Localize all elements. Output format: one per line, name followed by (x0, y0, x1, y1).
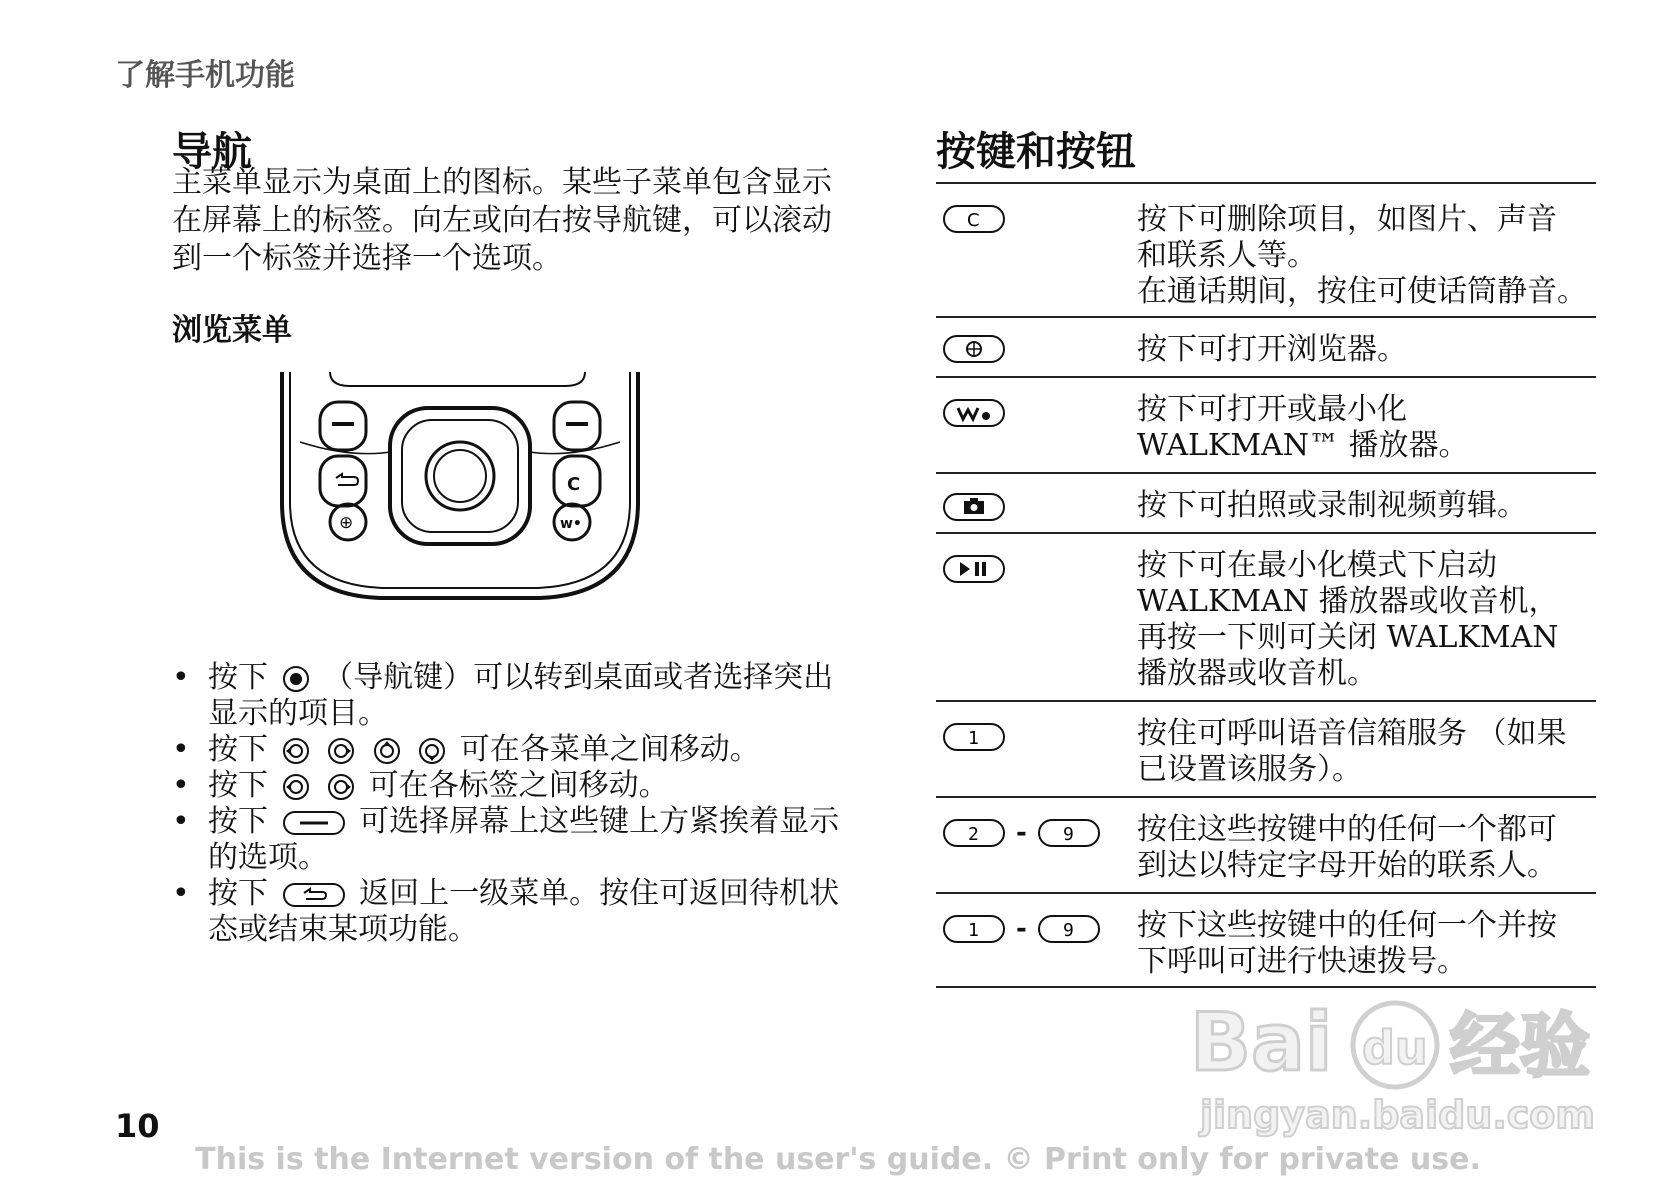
bullet-text: 返回上一级菜单。按住可返回待机状态或结束某项功能。 (208, 876, 840, 947)
section-header: 了解手机功能 (115, 58, 295, 93)
footer-notice: This is the Internet version of the user's guide. © Print only for private use. (195, 1142, 1481, 1177)
svg-text:jingyan.baidu.com: jingyan.baidu.com (1200, 1093, 1595, 1137)
key-label: C (967, 210, 980, 231)
key-description (1137, 534, 1596, 700)
svg-text:w•: w• (560, 516, 582, 532)
description-line: 已设置该服务）。 (1137, 752, 1362, 787)
description-line: 再按一下则可关闭 WALKMAN (1137, 620, 1559, 655)
key-label: 1 (968, 920, 979, 941)
bullet-prefix: 按下 (208, 660, 268, 695)
key-9-icon (1037, 818, 1101, 848)
description-line: 下呼叫可进行快速拨号。 (1137, 944, 1467, 979)
svg-text:⊕: ⊕ (339, 513, 354, 533)
nav-right-icon (327, 773, 355, 801)
page-number: 10 (115, 1107, 160, 1145)
table-row (936, 796, 1596, 892)
nav-right-icon (327, 737, 355, 765)
nav-left-icon (282, 773, 310, 801)
key-9-icon (1037, 914, 1101, 944)
back-key-icon (282, 881, 346, 909)
table-row (936, 892, 1596, 988)
description-line: 播放器或收音机。 (1137, 656, 1377, 691)
table-row (936, 472, 1596, 532)
table-row (936, 182, 1596, 316)
key-1-icon (942, 722, 1006, 752)
description-line: 按下可打开或最小化 (1137, 392, 1407, 427)
description-line: 按下这些按键中的任何一个并按 (1137, 908, 1557, 943)
bullet-text: （导航键）可以转到桌面或者选择突出显示的项目。 (208, 660, 834, 731)
table-row (936, 316, 1596, 376)
navigation-intro: 主菜单显示为桌面上的图标。某些子菜单包含显示在屏幕上的标签。向左或向右按导航键，可以滚动到一个标签并选择一个选项。 (172, 165, 832, 276)
svg-text:C: C (567, 474, 581, 495)
key-description (1137, 798, 1596, 892)
key-1-icon (942, 914, 1006, 944)
nav-center-icon (282, 665, 310, 693)
list-item: • 按下 返回上一级菜单。按住可返回待机状态或结束某项功能。 (172, 876, 840, 947)
key-label: 9 (1062, 824, 1074, 845)
table-row (936, 700, 1596, 796)
description-line: WALKMAN 播放器或收音机， (1137, 584, 1559, 619)
walkman-key-icon (942, 398, 1006, 428)
key-description (1137, 184, 1596, 318)
key-description (1137, 318, 1596, 376)
key-2-icon (942, 818, 1006, 848)
keys-table (936, 182, 1596, 988)
table-row (936, 376, 1596, 472)
svg-text:du: du (1362, 1021, 1428, 1075)
navigation-heading: 导航 (172, 129, 252, 175)
description-line: 到达以特定字母开始的联系人。 (1137, 848, 1557, 883)
bullet-text: 可在各菜单之间移动。 (459, 732, 760, 767)
navigation-bullet-list (172, 660, 852, 948)
description-line: WALKMAN™ 播放器。 (1137, 428, 1469, 463)
description-line: 按下可打开浏览器。 (1137, 332, 1407, 367)
nav-up-icon (373, 737, 401, 765)
svg-text:经验: 经验 (1450, 1005, 1590, 1087)
description-line: 按下可在最小化模式下启动 (1137, 548, 1497, 583)
keys-heading: 按键和按钮 (936, 129, 1136, 175)
bullet-prefix: 按下 (208, 732, 268, 767)
description-line: 按下可删除项目，如图片、声音 (1137, 202, 1557, 237)
clear-key-icon (942, 204, 1006, 234)
key-label: 1 (968, 728, 979, 749)
bullet-text: 可在各标签之间移动。 (368, 768, 669, 803)
browser-key-icon (942, 334, 1006, 364)
key-description (1137, 702, 1596, 796)
key-label: 9 (1062, 920, 1074, 941)
phone-keypad-illustration (270, 372, 650, 612)
list-item: • 按下 （导航键）可以转到桌面或者选择突出显示的项目。 (172, 660, 834, 731)
range-dash: - (1016, 818, 1027, 848)
camera-key-icon (942, 492, 1006, 522)
key-description (1137, 894, 1596, 988)
play-pause-key-icon (942, 554, 1006, 584)
baidu-watermark-logo (1190, 990, 1610, 1140)
bullet-prefix: 按下 (208, 876, 268, 911)
table-row (936, 532, 1596, 700)
bullet-prefix: 按下 (208, 804, 268, 839)
description-line: 和联系人等。 (1137, 238, 1317, 273)
bullet-text: 可选择屏幕上这些键上方紧挨着显示的选项。 (208, 804, 840, 875)
key-description (1137, 474, 1596, 532)
description-line: 在通话期间，按住可使话筒静音。 (1137, 274, 1587, 309)
nav-down-icon (418, 737, 446, 765)
list-item: • 按下 可在各菜单之间移动。 (172, 732, 760, 767)
description-line: 按住可呼叫语音信箱服务 （如果 (1137, 716, 1567, 751)
nav-left-icon (282, 737, 310, 765)
key-label: 2 (968, 824, 979, 845)
description-line: 按住这些按键中的任何一个都可 (1137, 812, 1557, 847)
list-item: • 按下 可选择屏幕上这些键上方紧挨着显示的选项。 (172, 804, 840, 875)
key-description (1137, 378, 1596, 472)
bullet-prefix: 按下 (208, 768, 268, 803)
svg-text:Bai: Bai (1190, 996, 1333, 1089)
description-line: 按下可拍照或录制视频剪辑。 (1137, 488, 1527, 523)
browse-menu-heading: 浏览菜单 (172, 313, 292, 348)
selection-key-icon (282, 809, 346, 837)
list-item: • 按下 可在各标签之间移动。 (172, 768, 669, 803)
range-dash: - (1016, 914, 1027, 944)
